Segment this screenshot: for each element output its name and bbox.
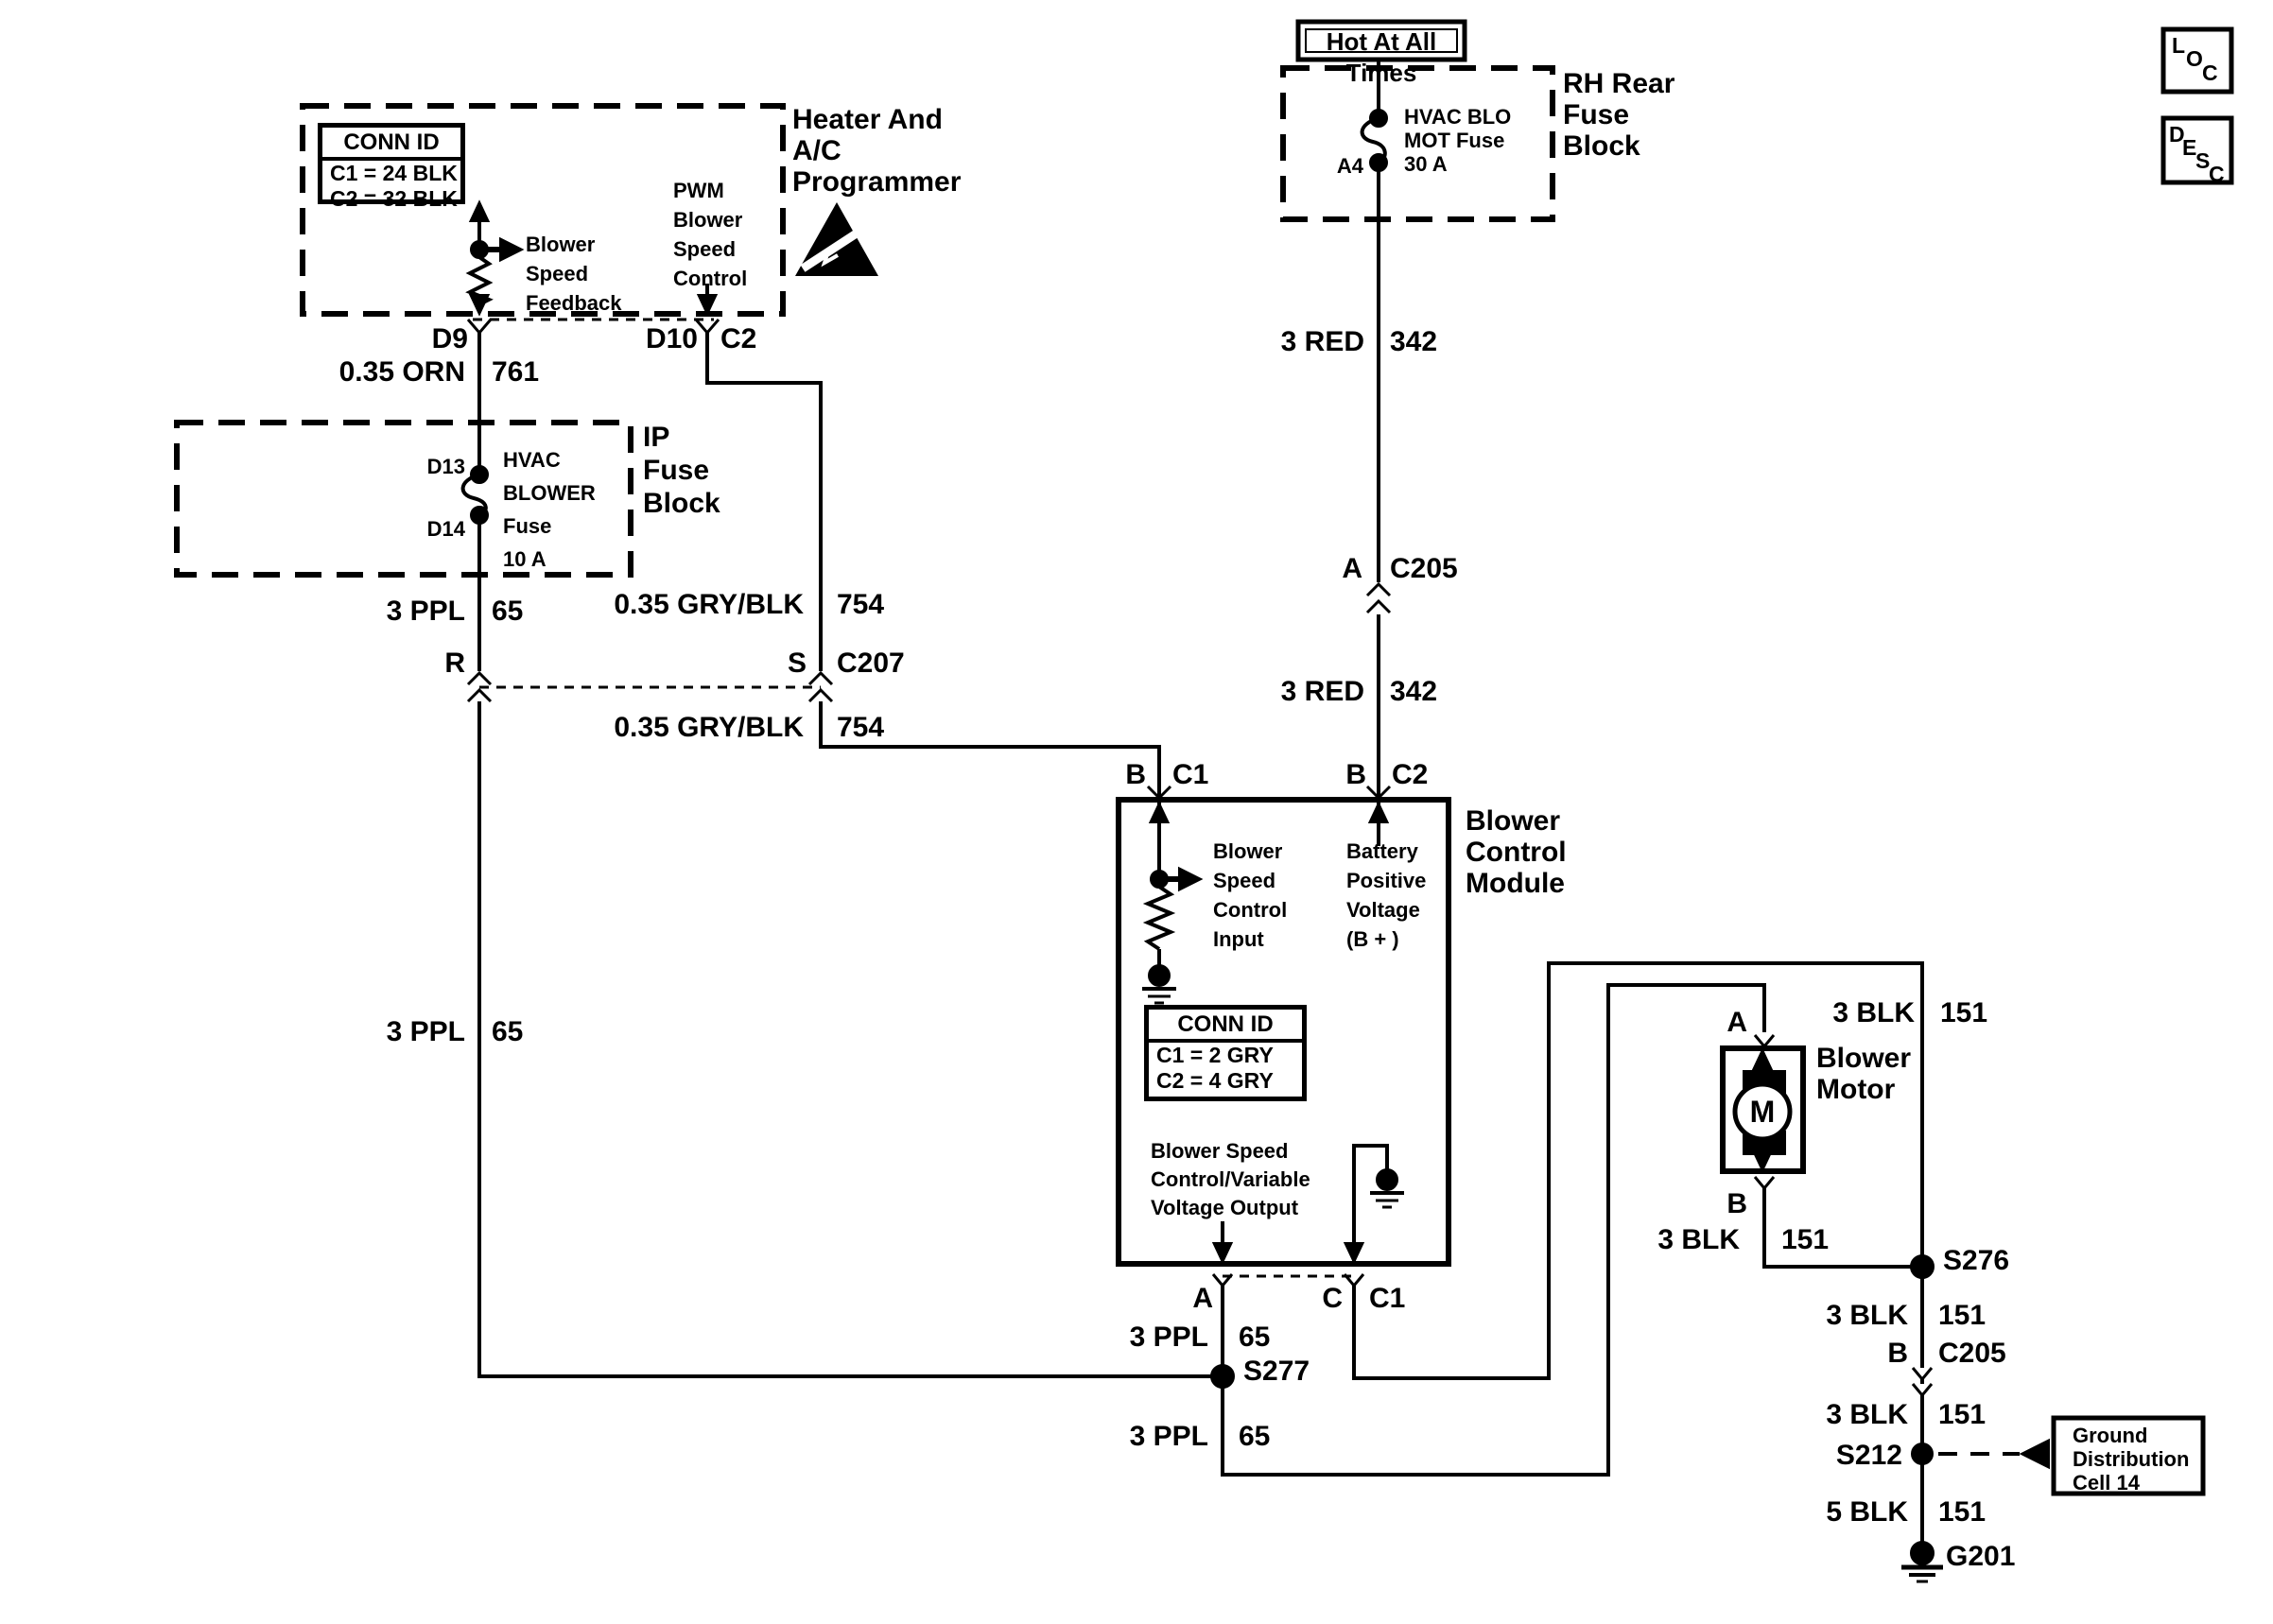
terminal-chevron [1755,1177,1774,1188]
wire-number: 65 [1239,1322,1271,1353]
wire-number: 65 [492,1016,524,1047]
ip-fuse-block-name: IP Fuse Block [643,422,720,519]
wire-number: 151 [1938,1399,1987,1430]
arrow-up-icon [1152,805,1167,821]
wire-size: 5 BLK [1826,1496,1908,1528]
loc-letter: O [2186,46,2203,71]
wire-size: 3 PPL [386,596,465,627]
resistor-icon [1148,887,1171,949]
ip-fuse-label: HVAC BLOWER Fuse 10 A [503,448,596,571]
terminal-chevron [468,690,491,701]
desc-letter: E [2182,135,2197,160]
esd-sensitive-icon [795,202,878,276]
motor-name: Blower Motor [1816,1043,1912,1105]
wire-size: 0.35 ORN [338,356,465,388]
arrow-left-icon [2023,1442,2048,1466]
conn-id-row: C1 = 2 GRY [1156,1043,1274,1067]
terminal-chevron [468,320,491,333]
hot-at-all-times-tag: Hot At All Times [1326,27,1437,87]
arrow-right-icon [501,240,520,259]
wire-number: 754 [837,712,885,743]
connector-c207: C207 [837,648,905,679]
wire-number: 342 [1390,676,1438,707]
terminal-chevron [1913,1368,1932,1379]
terminal-chevron [696,320,719,333]
terminal-chevron [1913,1384,1932,1395]
terminal-chevron [1367,584,1390,596]
wire-size: 3 PPL [386,1016,465,1047]
connector-pin-a: A [1342,553,1362,584]
module-pin-b: B [1345,759,1366,790]
module-ground-hook [1346,1146,1404,1261]
terminal-chevron [809,673,832,684]
module-conn-id-table [1144,1005,1307,1101]
ground-icon-g201 [1912,1543,1933,1564]
desc-letter: S [2195,148,2211,173]
connector-c205: C205 [1390,553,1458,584]
programmer-name: Heater And A/C Programmer [792,104,962,198]
wire-size: 0.35 GRY/BLK [614,712,804,743]
pin-d10: D10 [645,323,698,354]
wire-number: 151 [1938,1496,1987,1528]
conn-id-row: C2 = 4 GRY [1156,1068,1274,1093]
wire-size: 3 BLK [1657,1224,1740,1255]
blower-speed-feedback-resistor [470,204,520,312]
module-speed-input-label: Blower Speed Control Input [1213,839,1288,951]
wire-size: 3 PPL [1129,1322,1208,1353]
wire-size: 3 BLK [1826,1399,1908,1430]
ground-icon [1378,1170,1397,1189]
pin-c2: C2 [720,323,757,354]
wire-size: 3 BLK [1832,997,1915,1028]
terminal-chevron [1367,601,1390,613]
wire-size: 3 RED [1280,326,1364,357]
wire-size: 3 RED [1280,676,1364,707]
module-pin-c1-out: C1 [1369,1283,1406,1314]
splice-s277-label: S277 [1243,1356,1310,1387]
arrow-down-icon [700,296,715,312]
wire-size: 0.35 GRY/BLK [614,589,804,620]
ground-g201-label: G201 [1946,1541,2016,1572]
wire-number: 65 [1239,1421,1271,1452]
arrow-up-icon [1755,1052,1770,1068]
pin-d14: D14 [426,517,465,541]
feedback-label: Blower Speed Feedback [526,233,622,315]
terminal-chevron [468,673,491,684]
arrow-right-icon [1180,870,1199,889]
terminal-chevron [1755,1035,1774,1046]
loc-letter: C [2202,60,2218,85]
connector-pin-r: R [444,648,465,679]
desc-letter: C [2209,162,2225,186]
terminal-chevron [809,690,832,701]
connector-pin-s: S [787,648,807,679]
wire-size: 3 BLK [1826,1300,1908,1331]
wire-size: 3 PPL [1129,1421,1208,1452]
conn-id-row: C2 = 32 BLK [330,186,458,211]
splice-dot-s212 [1913,1444,1932,1463]
module-output-a [1215,1221,1230,1260]
module-battery-label: Battery Positive Voltage (B + ) [1346,839,1427,951]
wire-number: 754 [837,589,885,620]
splice-s276-label: S276 [1943,1245,2010,1276]
programmer-conn-id-table [318,123,465,211]
motor-m-letter: M [1749,1095,1776,1129]
ground-distribution-box[interactable]: Ground Distribution Cell 14 [2073,1424,2190,1494]
module-output-label: Blower Speed Control/Variable Voltage Output [1151,1139,1310,1219]
connector-c205: C205 [1938,1338,2006,1369]
wire-orn-ppl-left [463,333,487,671]
wire-number: 151 [1940,997,1988,1028]
module-pin-b: B [1125,759,1146,790]
module-pin-c2: C2 [1392,759,1429,790]
wire-number: 65 [492,596,524,627]
motor-pin-a: A [1726,1007,1747,1038]
pin-d13: D13 [426,455,465,478]
wire-number: 342 [1390,326,1438,357]
wire-red-feed [1362,60,1386,796]
splice-s212-label: S212 [1835,1440,1902,1471]
s212-reference-link [1938,1442,2048,1466]
motor-pin-b: B [1726,1188,1747,1219]
wire-number: 761 [492,356,540,388]
module-pin-a-out: A [1192,1283,1213,1314]
pin-d9: D9 [431,323,468,354]
arrow-down-icon [472,296,487,312]
pwm-label: PWM Blower Speed Control [673,179,748,290]
conn-id-title: CONN ID [322,128,460,161]
conn-id-title: CONN ID [1149,1010,1302,1043]
wire-number: 151 [1781,1224,1830,1255]
rh-fuse-block-name: RH Rear Fuse Block [1563,68,1675,162]
module-speed-input-circuit [1142,802,1199,1003]
loc-letter: L [2172,33,2186,58]
desc-letter: D [2169,122,2185,147]
rh-fuse-label: HVAC BLO MOT Fuse 30 A [1404,105,1512,176]
conn-id-row: C1 = 24 BLK [330,161,458,185]
arrow-down-icon [1755,1152,1770,1168]
arrow-up-icon [1371,805,1386,821]
arrow-down-icon [1346,1244,1362,1260]
arrow-down-icon [1215,1244,1230,1260]
wire-number: 151 [1938,1300,1987,1331]
arrow-up-icon [472,204,487,220]
module-name: Blower Control Module [1466,805,1567,899]
wire-ppl-long [479,701,1212,1376]
module-pin-c-out: C [1322,1283,1343,1314]
wire-gry-upper [707,333,821,671]
ground-icon [1150,966,1169,985]
connector-pin-b: B [1887,1338,1908,1369]
pin-a4: A4 [1336,154,1363,178]
module-pin-c1: C1 [1172,759,1209,790]
